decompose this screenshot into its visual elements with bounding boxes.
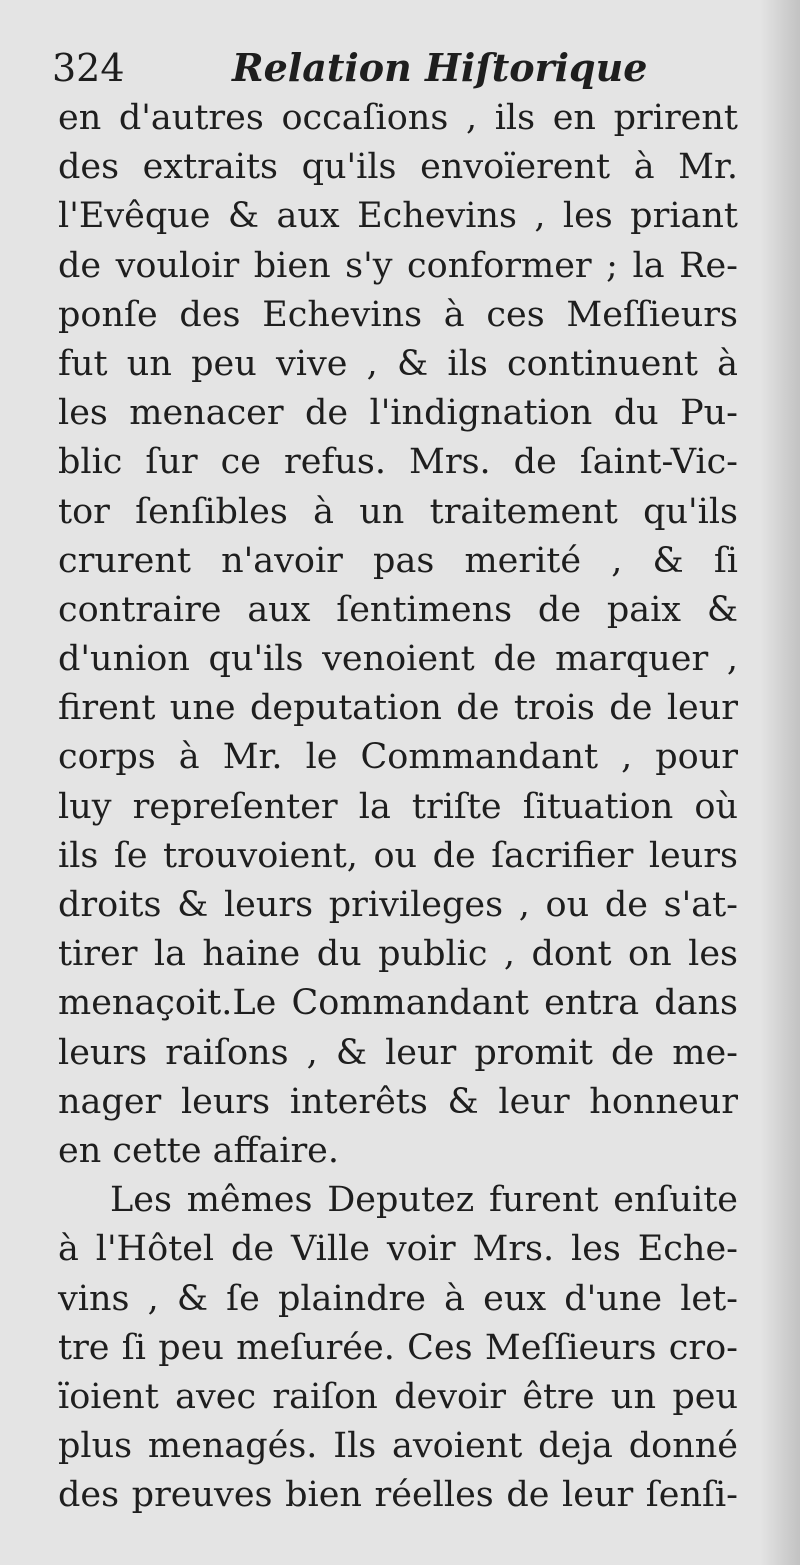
- text-line: luy repreſenter la triſte ſituation où: [58, 786, 738, 827]
- page-number: 324: [52, 46, 125, 90]
- text-line: menaçoit.Le Commandant entra dans: [58, 983, 738, 1024]
- text-line: corps à Mr. le Commandant , pour: [58, 737, 738, 778]
- text-line: vins , & ſe plaindre à eux d'une let-: [58, 1278, 738, 1319]
- text-line: droits & leurs privileges , ou de s'at-: [58, 885, 738, 925]
- text-line: en d'autres occaſions , ils en prirent: [58, 98, 738, 138]
- text-line: tre ſi peu meſurée. Ces Meſſieurs cro-: [58, 1327, 738, 1368]
- text-line: firent une deputation de trois de leur: [58, 688, 738, 729]
- text-line: l'Evêque & aux Echevins , les priant: [58, 196, 738, 237]
- text-line: contraire aux ſentimens de paix &: [58, 589, 738, 630]
- text-line: de vouloir bien s'y conformer ; la Re-: [58, 245, 738, 286]
- text-line: leurs raiſons , & leur promit de me-: [58, 1032, 738, 1073]
- text-line: tirer la haine du public , dont on les: [58, 934, 738, 975]
- text-line: ils ſe trouvoient, ou de ſacrifier leurs: [58, 835, 738, 876]
- text-line: les menacer de l'indignation du Pu-: [58, 393, 738, 434]
- page-edge-shadow: [760, 0, 800, 1565]
- running-head: Relation Hiſtorique: [232, 45, 648, 90]
- body-text: [58, 94, 738, 1520]
- text-line: crurent n'avoir pas merité , & ſi: [58, 540, 738, 581]
- text-line: des preuves bien réelles de leur ſenſi-: [58, 1475, 738, 1516]
- text-line: fut un peu vive , & ils continuent à: [58, 343, 738, 384]
- page-header: [52, 42, 752, 94]
- text-line: tor ſenſibles à un traitement qu'ils: [58, 491, 738, 532]
- text-line: d'union qu'ils venoient de marquer ,: [58, 639, 738, 680]
- text-line: plus menagés. Ils avoient deja donné: [58, 1426, 738, 1467]
- text-line: des extraits qu'ils envoïerent à Mr.: [58, 147, 738, 188]
- text-line: blic ſur ce refus. Mrs. de ſaint-Vic-: [58, 442, 738, 483]
- paragraph-end-line: en cette affaire.: [58, 1130, 340, 1171]
- text-line: nager leurs interêts & leur honneur: [58, 1081, 738, 1122]
- text-line: à l'Hôtel de Ville voir Mrs. les Eche-: [58, 1229, 738, 1270]
- text-line: ponſe des Echevins à ces Meſſieurs: [58, 294, 738, 335]
- paragraph-start-line: Les mêmes Deputez furent enſuite: [110, 1180, 738, 1221]
- text-line: ïoient avec raiſon devoir être un peu: [58, 1376, 738, 1417]
